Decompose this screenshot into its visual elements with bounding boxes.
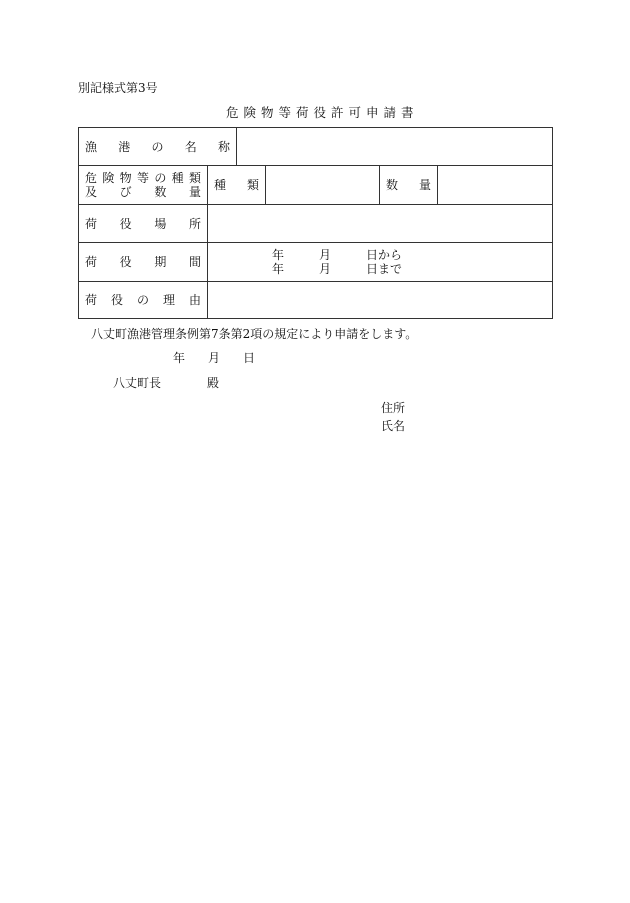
row-harbor-name bbox=[79, 128, 553, 166]
name-label: 氏名 bbox=[381, 419, 406, 433]
statement: 八丈町漁港管理条例第7条第2項の規定により申請をします。 bbox=[91, 327, 418, 341]
place-label: 荷 役 場 所 bbox=[79, 205, 208, 243]
row-goods bbox=[79, 166, 553, 205]
harbor-name-field[interactable] bbox=[237, 128, 553, 166]
row-place bbox=[79, 205, 553, 243]
addressee-honorific: 殿 bbox=[207, 376, 220, 390]
goods-label bbox=[79, 166, 208, 205]
goods-label-line2: 及 び 数 量 bbox=[85, 185, 201, 199]
row-period bbox=[79, 243, 553, 282]
addressee-name: 八丈町長 bbox=[113, 376, 162, 390]
period-from-day: 日から bbox=[366, 248, 403, 262]
reason-label: 荷 役 の 理 由 bbox=[79, 282, 208, 319]
date-year: 年 bbox=[173, 351, 186, 365]
quantity-field[interactable] bbox=[438, 166, 553, 205]
period-label: 荷 役 期 間 bbox=[79, 243, 208, 282]
period-from-year: 年 bbox=[272, 248, 285, 262]
page-title: 危険物等荷役許可申請書 bbox=[226, 105, 419, 120]
period-to-year: 年 bbox=[272, 262, 285, 276]
type-field[interactable] bbox=[266, 166, 380, 205]
period-to-day: 日まで bbox=[366, 262, 403, 276]
reason-field[interactable] bbox=[208, 282, 553, 319]
type-label: 種 類 bbox=[208, 166, 266, 205]
harbor-name-label: 漁 港 の 名 称 bbox=[79, 128, 237, 166]
goods-label-line1: 危 険 物 等 の 種 類 bbox=[85, 171, 201, 185]
period-from-month: 月 bbox=[319, 248, 332, 262]
place-field[interactable] bbox=[208, 205, 553, 243]
quantity-label: 数 量 bbox=[380, 166, 438, 205]
date-day: 日 bbox=[243, 351, 256, 365]
form-number: 別記様式第3号 bbox=[78, 81, 158, 95]
period-to-month: 月 bbox=[319, 262, 332, 276]
application-table bbox=[78, 127, 553, 319]
date-month: 月 bbox=[208, 351, 221, 365]
period-field[interactable] bbox=[208, 243, 553, 282]
address-label: 住所 bbox=[381, 401, 406, 415]
row-reason bbox=[79, 282, 553, 319]
